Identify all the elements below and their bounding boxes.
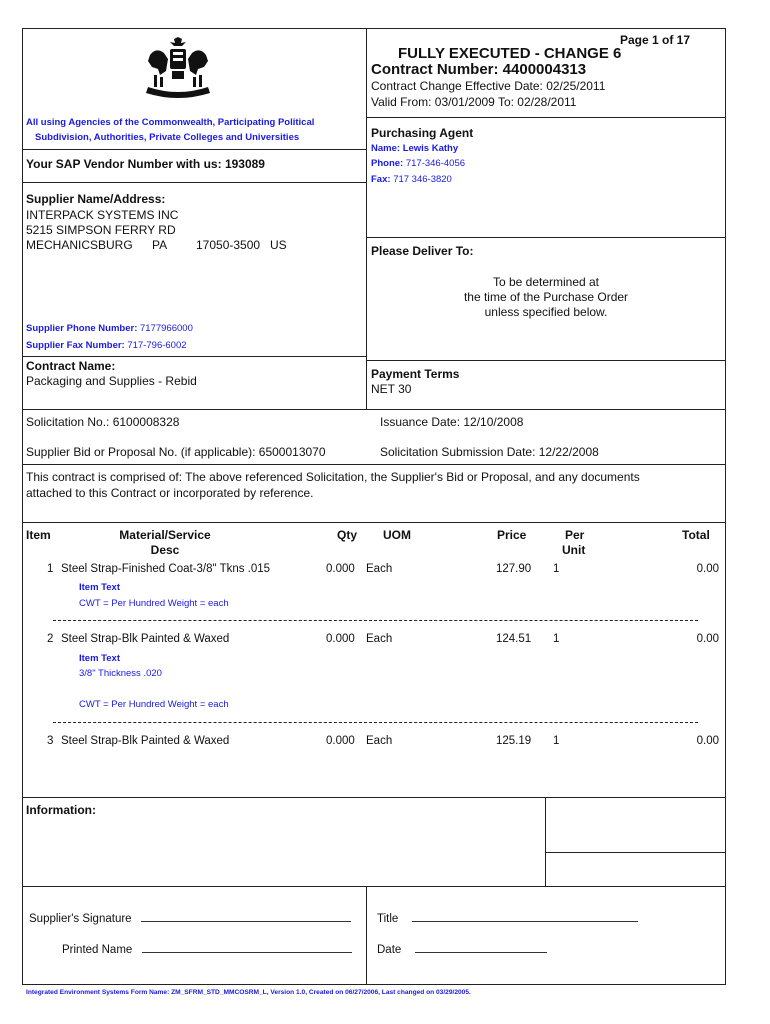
- row2-desc: Steel Strap-Blk Painted & Waxed: [61, 633, 230, 645]
- row-separator: [53, 620, 698, 621]
- frame-top: [22, 28, 726, 29]
- information-title: Information:: [26, 803, 96, 817]
- agent-name: [371, 143, 458, 154]
- deliver-line2: the time of the Purchase Order: [463, 290, 629, 304]
- supplier-country: US: [270, 238, 287, 252]
- row3-num: 3: [47, 735, 54, 747]
- row2-item-text-label: Item Text: [79, 653, 121, 664]
- rule: [22, 356, 366, 357]
- col-per-unit: Unit: [562, 543, 586, 557]
- agent-fax-value: 717 346-3820: [393, 174, 452, 185]
- row1-per: 1: [553, 563, 560, 575]
- page-number: Page 1 of 17: [620, 33, 691, 47]
- row2-item-text1: 3/8" Thickness .020: [79, 668, 162, 679]
- col-material-desc: Desc: [150, 543, 180, 557]
- submission-date: Solicitation Submission Date: 12/22/2008: [380, 445, 599, 459]
- executed-title: FULLY EXECUTED - CHANGE 6: [398, 45, 622, 62]
- payment-terms-value: NET 30: [371, 382, 412, 396]
- row3-price: 125.19: [496, 735, 532, 747]
- row1-price: 127.90: [496, 563, 532, 575]
- rule: [366, 360, 726, 361]
- deliver-title: Please Deliver To:: [371, 244, 474, 258]
- contract-name-value: Packaging and Supplies - Rebid: [26, 374, 197, 388]
- supplier-signature: [29, 911, 351, 925]
- supplier-city: MECHANICSBURG: [26, 238, 133, 252]
- supplier-fax: [26, 340, 187, 351]
- frame-left: [22, 28, 23, 985]
- signature-date-line[interactable]: [415, 942, 547, 953]
- col-uom: UOM: [383, 528, 411, 542]
- issuance-date: Issuance Date: 12/10/2008: [380, 415, 524, 429]
- change-effective-date: Contract Change Effective Date: 02/25/2011: [371, 79, 606, 93]
- supplier-signature-label: Supplier's Signature: [29, 913, 132, 925]
- vendor-number: [26, 157, 265, 171]
- signature-date: [377, 942, 547, 956]
- row3-per: 1: [553, 735, 560, 747]
- divider-center: [366, 28, 367, 409]
- contract-number: Contract Number: 4400004313: [371, 61, 587, 78]
- row1-desc: Steel Strap-Finished Coat-3/8" Tkns .015: [61, 563, 271, 575]
- row2-uom: Each: [366, 633, 393, 645]
- rule: [22, 409, 726, 410]
- col-total: Total: [682, 528, 710, 542]
- agent-name-value: Lewis Kathy: [402, 143, 459, 154]
- row2-price: 124.51: [496, 633, 532, 645]
- rule: [22, 886, 726, 887]
- col-price: Price: [497, 528, 527, 542]
- deliver-line3: unless specified below.: [484, 305, 608, 319]
- supplier-state: PA: [152, 238, 168, 252]
- supplier-fax-label: Supplier Fax Number:: [26, 340, 125, 351]
- supplier-signature-line[interactable]: [141, 911, 351, 922]
- footer-form-info: Integrated Environment Systems Form Name: ZM_SFRM_STD_MMCOSRM_L, Version 1.0, Created on 06/27/2006, Last changed on 03/29/2005.: [26, 989, 471, 996]
- row2-qty: 0.000: [326, 633, 355, 645]
- agencies-line1: All using Agencies of the Commonwealth, Participating Political: [26, 117, 315, 128]
- supplier-phone-value: 7177966000: [140, 323, 193, 334]
- rule: [366, 886, 367, 984]
- rule: [22, 797, 726, 798]
- valid-dates: Valid From: 03/01/2009 To: 02/28/2011: [371, 95, 577, 109]
- rule: [22, 149, 366, 150]
- vendor-number-value: 193089: [224, 157, 265, 171]
- agencies-line2: Subdivision, Authorities, Private Colleges and Universities: [35, 132, 300, 143]
- col-item: Item: [26, 528, 51, 542]
- supplier-name: INTERPACK SYSTEMS INC: [26, 208, 179, 222]
- purchasing-agent-title: Purchasing Agent: [371, 126, 474, 140]
- rule: [22, 464, 726, 465]
- printed-name: [62, 942, 352, 956]
- printed-name-line[interactable]: [142, 942, 352, 953]
- rule: [366, 237, 726, 238]
- row2-per: 1: [553, 633, 560, 645]
- supplier-phone-label: Supplier Phone Number:: [26, 323, 138, 334]
- printed-name-label: Printed Name: [62, 944, 133, 956]
- col-per: Per: [565, 528, 585, 542]
- row2-num: 2: [47, 633, 54, 645]
- agent-fax-label: Fax:: [371, 174, 391, 185]
- bid-number: Supplier Bid or Proposal No. (if applicable): 6500013070: [26, 445, 326, 459]
- row3-uom: Each: [366, 735, 393, 747]
- signer-title-label: Title: [377, 913, 399, 925]
- agent-phone-value: 717-346-4056: [405, 158, 466, 169]
- comprised-line2: attached to this Contract or incorporated by reference.: [26, 486, 314, 500]
- signature-date-label: Date: [377, 944, 402, 956]
- signer-title-line[interactable]: [412, 911, 638, 922]
- row1-item-text: CWT = Per Hundred Weight = each: [79, 598, 229, 609]
- rule: [545, 797, 546, 886]
- deliver-line1: To be determined at: [492, 275, 600, 289]
- row1-qty: 0.000: [326, 563, 355, 575]
- rule: [366, 117, 726, 118]
- agent-fax: [371, 174, 452, 185]
- supplier-street: 5215 SIMPSON FERRY RD: [26, 223, 176, 237]
- rule: [22, 182, 366, 183]
- agent-name-label: Name:: [371, 143, 401, 154]
- row2-total: 0.00: [696, 633, 719, 645]
- frame-bottom: [22, 984, 726, 985]
- row3-desc: Steel Strap-Blk Painted & Waxed: [61, 735, 230, 747]
- row2-item-text2: CWT = Per Hundred Weight = each: [79, 699, 229, 710]
- rule: [545, 852, 726, 853]
- commonwealth-seal-icon: [140, 37, 216, 101]
- rule: [22, 522, 726, 523]
- col-qty: Qty: [337, 528, 358, 542]
- col-material: Material/Service: [119, 528, 211, 542]
- supplier-fax-value: 717-796-6002: [127, 340, 187, 351]
- comprised-line1: This contract is comprised of: The above referenced Solicitation, the Supplier's Bid or Proposal, and any documents: [26, 470, 640, 484]
- vendor-number-label: Your SAP Vendor Number with us:: [26, 157, 222, 171]
- signer-title: [377, 911, 638, 925]
- row3-total: 0.00: [696, 735, 719, 747]
- row-separator: [53, 722, 698, 723]
- row1-total: 0.00: [696, 563, 719, 575]
- frame-right: [725, 28, 726, 985]
- supplier-title: Supplier Name/Address:: [26, 192, 166, 206]
- row1-num: 1: [47, 563, 54, 575]
- row3-qty: 0.000: [326, 735, 355, 747]
- supplier-phone: [26, 323, 193, 334]
- contract-name-title: Contract Name:: [26, 359, 116, 373]
- solicitation-no: Solicitation No.: 6100008328: [26, 415, 180, 429]
- agent-phone: [371, 158, 465, 169]
- supplier-zip: 17050-3500: [196, 238, 261, 252]
- agent-phone-label: Phone:: [371, 158, 404, 169]
- payment-terms-title: Payment Terms: [371, 367, 460, 381]
- row1-uom: Each: [366, 563, 393, 575]
- row1-item-text-label: Item Text: [79, 582, 121, 593]
